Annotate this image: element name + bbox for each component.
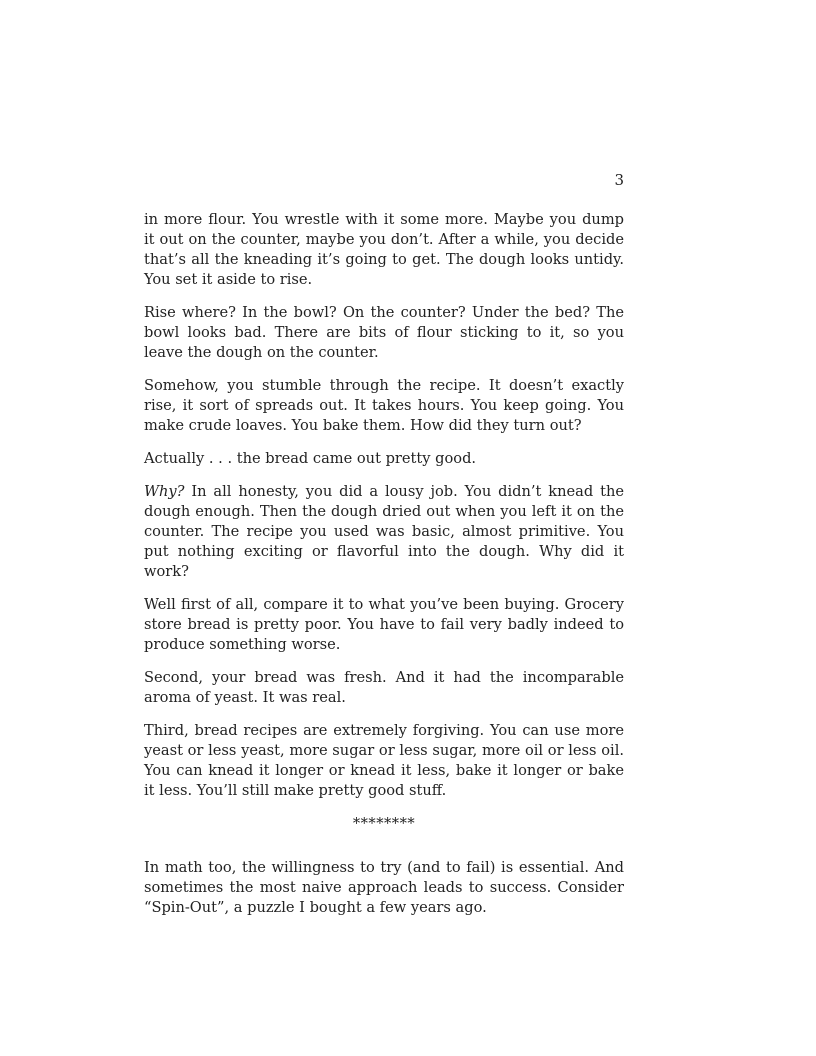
paragraph: Second, your bread was fresh. And it had the incomparable aroma of yeast. It was real.	[144, 669, 624, 706]
paragraph: Actually . . . the bread came out pretty good.	[144, 450, 477, 467]
section-break: ********	[352, 815, 416, 832]
paragraph: Somehow, you stumble through the recipe. It doesn’t exactly rise, it sort of spreads out. It takes hours. You keep going. You make crude loaves. You bake them. How did they turn out?	[144, 377, 624, 434]
paragraph	[144, 482, 624, 582]
emphasized-text: Why?	[144, 483, 185, 500]
body-text	[144, 210, 624, 931]
paragraph: Third, bread recipes are extremely forgiving. You can use more yeast or less yeast, more sugar or less sugar, more oil or less oil. You can knead it longer or knead it less, bake it longer or bake it less. You’ll still make pretty good stuff.	[144, 722, 624, 799]
paragraph: In math too, the willingness to try (and to fail) is essential. And sometimes the most naive approach leads to success. Consider “Spin-Out”, a puzzle I bought a few years ago.	[144, 859, 624, 916]
page-number: 3	[614, 171, 624, 189]
paragraph-text: In all honesty, you did a lousy job. You didn’t knead the dough enough. Then the dough dried out when you left it on the counter. The recipe you used was basic, almost primitive. You put nothing exciting or flavorful into the dough. Why did it work?	[144, 483, 624, 580]
paragraph: Rise where? In the bowl? On the counter? Under the bed? The bowl looks bad. There are bits of flour sticking to it, so you leave the dough on the counter.	[144, 304, 624, 361]
paragraph: in more flour. You wrestle with it some more. Maybe you dump it out on the counter, maybe you don’t. After a while, you decide that’s all the kneading it’s going to get. The dough looks untidy. You set it aside to rise.	[144, 211, 624, 288]
paragraph: Well first of all, compare it to what you’ve been buying. Grocery store bread is pretty poor. You have to fail very badly indeed to produce something worse.	[144, 596, 624, 653]
